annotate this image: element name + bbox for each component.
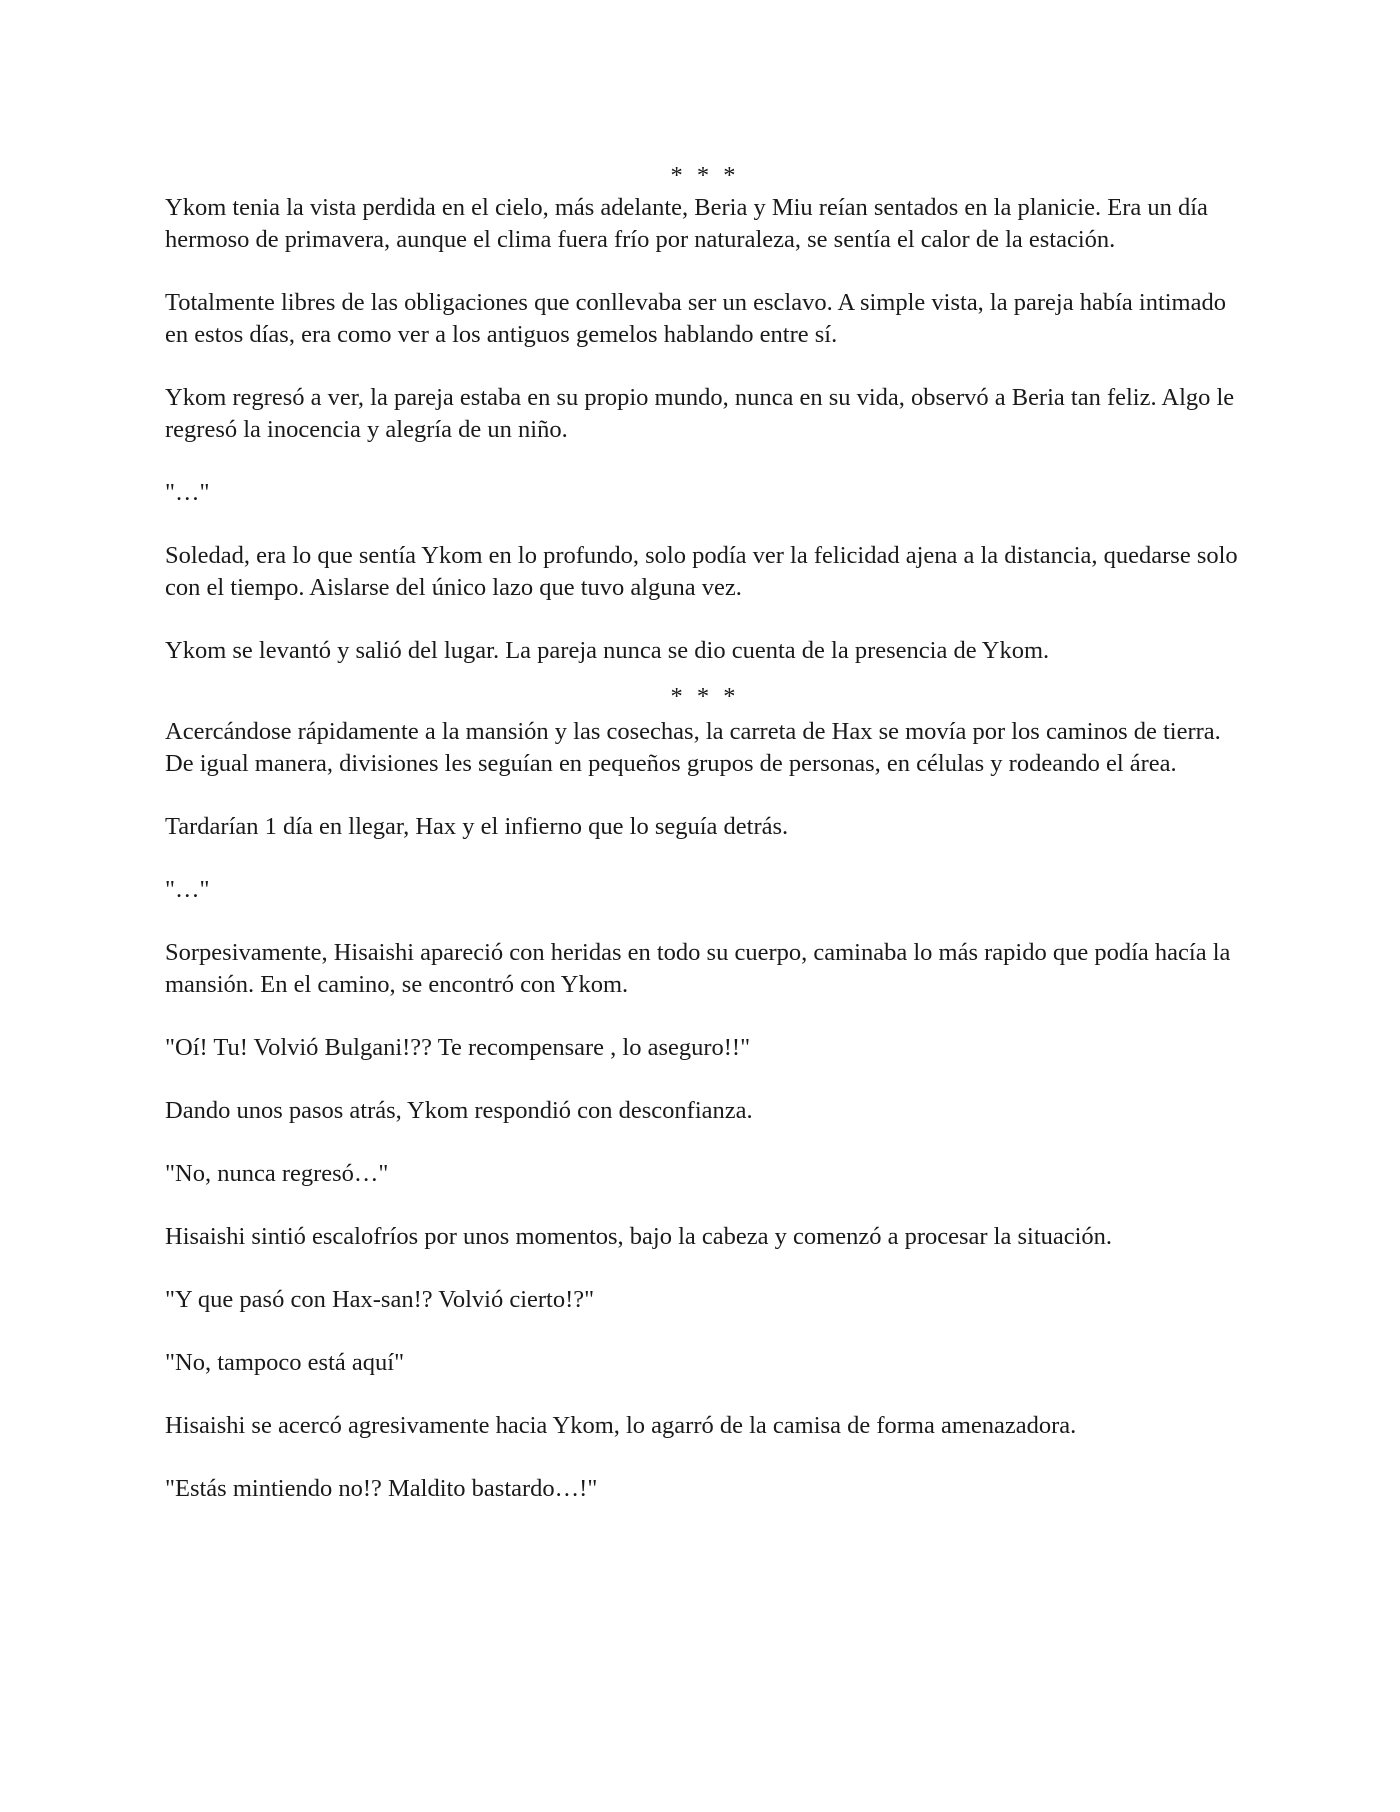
dialogue-line: "Y que pasó con Hax-san!? Volvió cierto!?"	[165, 1286, 595, 1313]
dialogue-line: "…"	[165, 876, 210, 903]
document-page	[165, 160, 1245, 1536]
paragraph: Tardarían 1 día en llegar, Hax y el infierno que lo seguía detrás.	[165, 813, 789, 840]
paragraph: Hisaishi sintió escalofríos por unos momentos, bajo la cabeza y comenzó a procesar la situación.	[165, 1223, 1113, 1250]
paragraph: Acercándose rápidamente a la mansión y las cosechas, la carreta de Hax se movía por los caminos de tierra. De igual manera, divisiones les seguían en pequeños grupos de personas, en células y rodeando el área.	[165, 718, 1221, 777]
paragraph: Soledad, era lo que sentía Ykom en lo profundo, solo podía ver la felicidad ajena a la distancia, quedarse solo con el tiempo. Aislarse del único lazo que tuvo alguna vez.	[165, 542, 1238, 601]
paragraph: Ykom tenia la vista perdida en el cielo, más adelante, Beria y Miu reían sentados en la planicie. Era un día hermoso de primavera, aunque el clima fuera frío por naturaleza, se sentía el calor de la estación.	[165, 194, 1208, 253]
paragraph: Ykom se levantó y salió del lugar. La pareja nunca se dio cuenta de la presencia de Ykom.	[165, 637, 1050, 664]
paragraph: Sorpesivamente, Hisaishi apareció con heridas en todo su cuerpo, caminaba lo más rapido que podía hacía la mansión. En el camino, se encontró con Ykom.	[165, 939, 1231, 998]
section-separator: * * *	[670, 162, 740, 189]
paragraph: Dando unos pasos atrás, Ykom respondió con desconfianza.	[165, 1097, 753, 1124]
dialogue-line: "Estás mintiendo no!? Maldito bastardo…!"	[165, 1475, 598, 1502]
paragraph: Hisaishi se acercó agresivamente hacia Ykom, lo agarró de la camisa de forma amenazadora.	[165, 1412, 1077, 1439]
section-separator: * * *	[670, 683, 740, 710]
paragraph: Ykom regresó a ver, la pareja estaba en su propio mundo, nunca en su vida, observó a Beria tan feliz. Algo le regresó la inocencia y alegría de un niño.	[165, 384, 1235, 443]
dialogue-line: "Oí! Tu! Volvió Bulgani!?? Te recompensare , lo aseguro!!"	[165, 1034, 751, 1061]
paragraph: Totalmente libres de las obligaciones que conllevaba ser un esclavo. A simple vista, la pareja había intimado en estos días, era como ver a los antiguos gemelos hablando entre sí.	[165, 289, 1226, 348]
dialogue-line: "No, nunca regresó…"	[165, 1160, 389, 1187]
dialogue-line: "No, tampoco está aquí"	[165, 1349, 405, 1376]
dialogue-line: "…"	[165, 479, 210, 506]
